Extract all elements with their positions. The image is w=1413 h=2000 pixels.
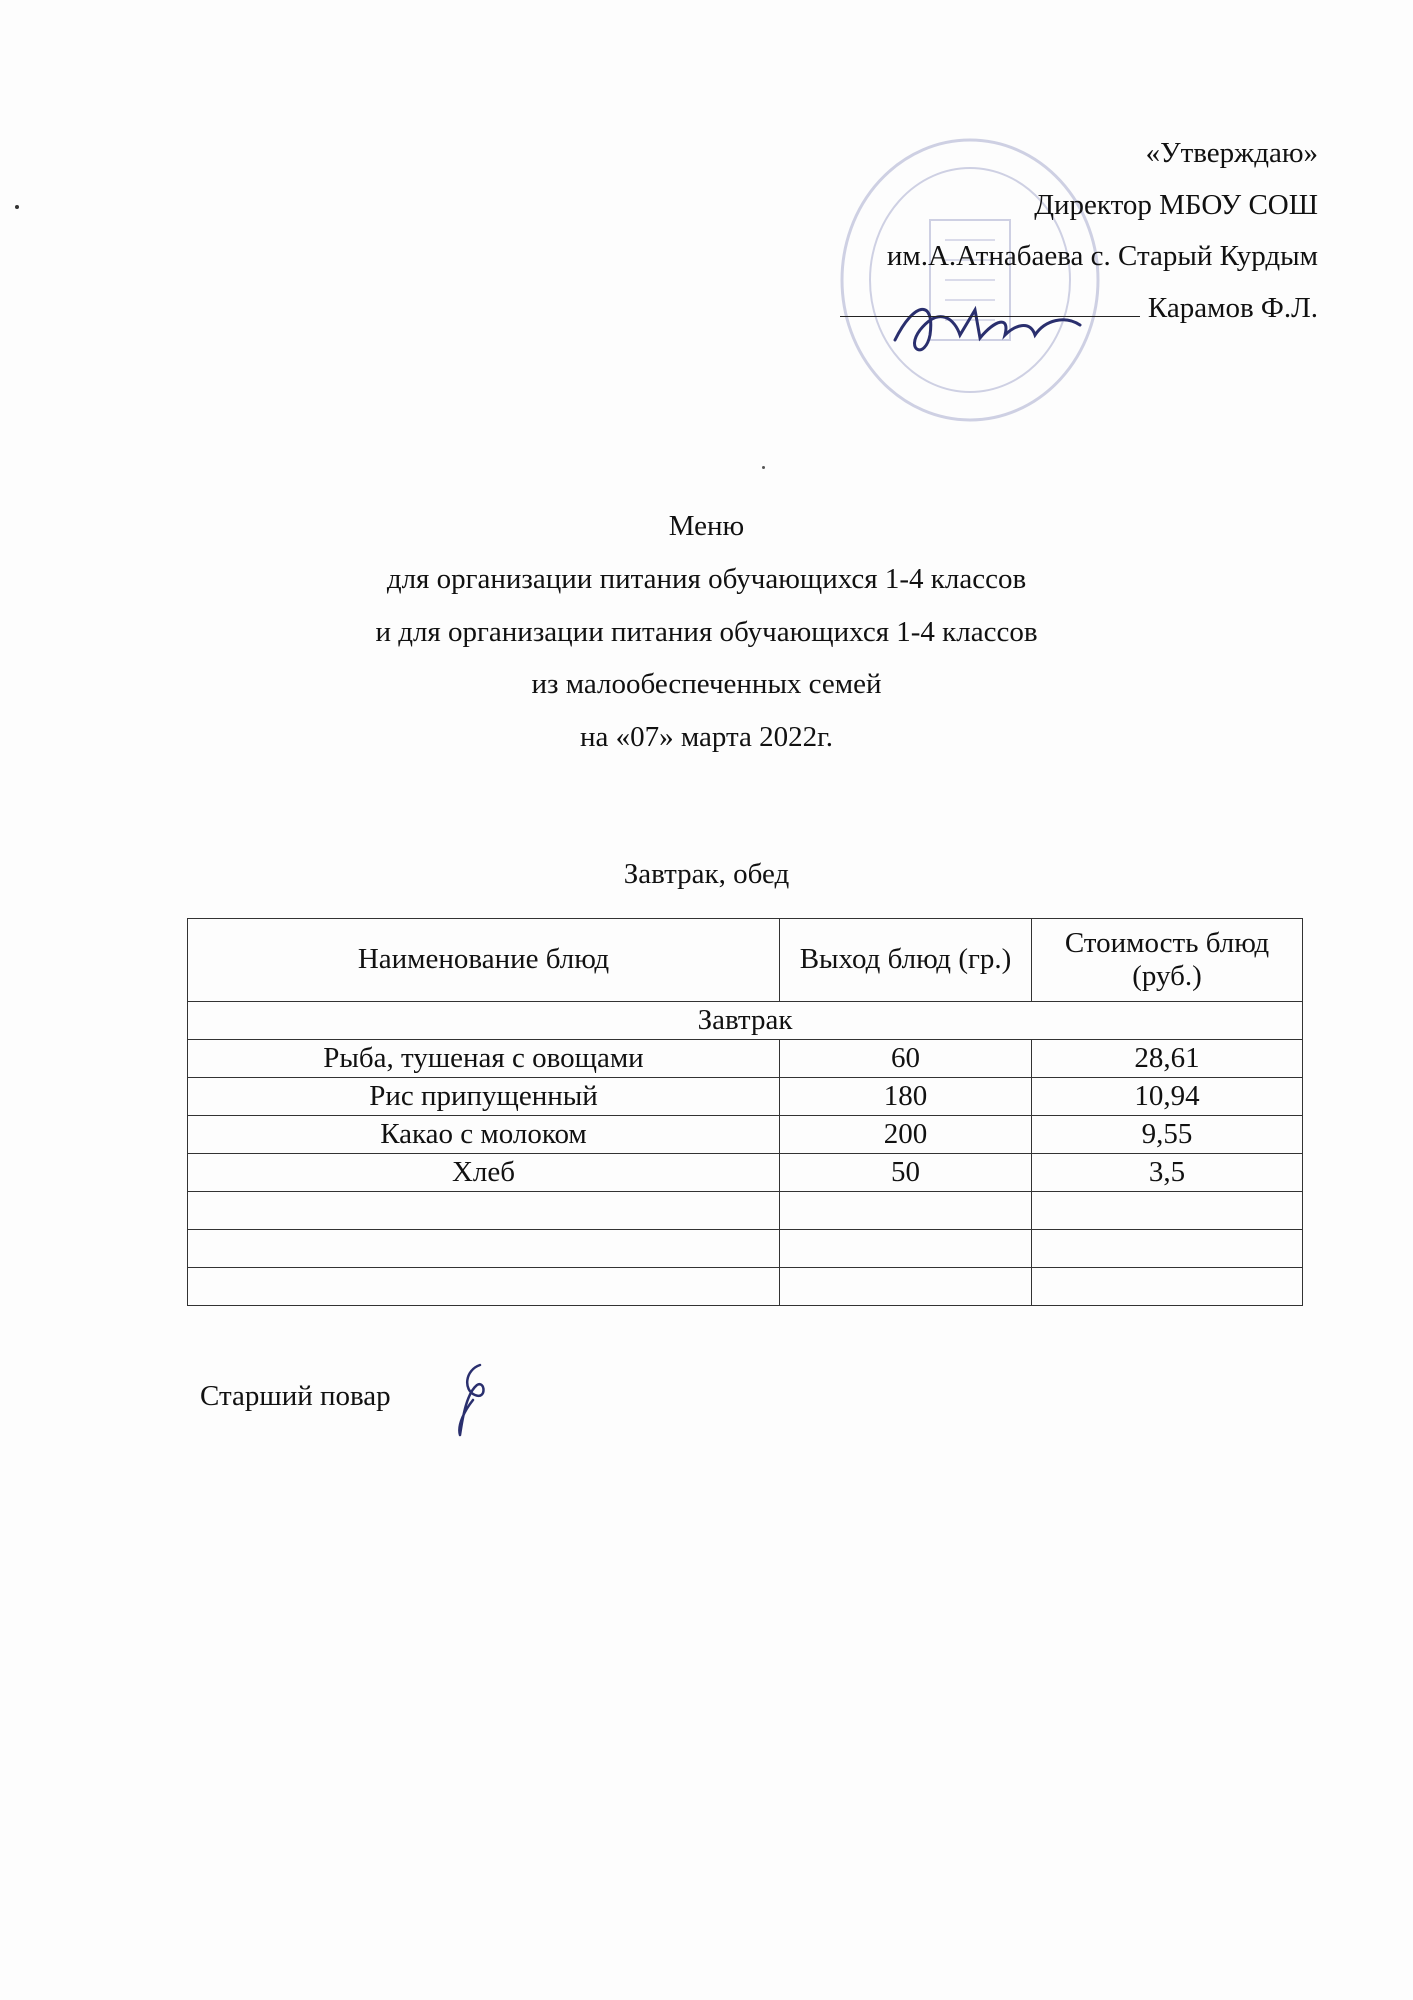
dish-cost-cell: 10,94 xyxy=(1032,1078,1303,1116)
signature-line xyxy=(840,292,1140,317)
dish-yield-cell xyxy=(780,1192,1032,1230)
dish-yield-cell xyxy=(780,1230,1032,1268)
approval-heading: «Утверждаю» xyxy=(1145,137,1318,169)
dish-name-cell xyxy=(188,1268,780,1306)
header-dish-cost: Стоимость блюд (руб.) xyxy=(1032,919,1303,1002)
menu-date: на «07» марта 2022г. xyxy=(579,721,834,754)
dish-cost-cell: 9,55 xyxy=(1032,1116,1303,1154)
table-row xyxy=(188,1116,1303,1154)
table-row-empty xyxy=(188,1192,1303,1230)
approval-block xyxy=(840,128,1318,334)
table-row-empty xyxy=(188,1268,1303,1306)
dish-yield-cell: 200 xyxy=(780,1116,1032,1154)
dish-name-cell: Какао с молоком xyxy=(188,1116,780,1154)
table-header-row xyxy=(188,919,1303,1002)
dish-cost-cell xyxy=(1032,1230,1303,1268)
table-row-empty xyxy=(188,1230,1303,1268)
approval-position: Директор МБОУ СОШ xyxy=(1034,188,1318,221)
dish-cost-cell xyxy=(1032,1192,1303,1230)
menu-table xyxy=(187,918,1303,1306)
dish-cost-cell: 28,61 xyxy=(1032,1040,1303,1078)
dish-yield-cell: 180 xyxy=(780,1078,1032,1116)
menu-subtitle-3: из малообеспеченных семей xyxy=(531,668,882,701)
dish-yield-cell: 50 xyxy=(780,1154,1032,1192)
menu-title: Меню xyxy=(668,510,745,542)
menu-title-block xyxy=(0,500,1413,764)
table-row xyxy=(188,1040,1303,1078)
dish-name-cell: Хлеб xyxy=(188,1154,780,1192)
scan-dot xyxy=(15,205,19,209)
menu-subtitle-1: для организации питания обучающихся 1-4 классов xyxy=(386,562,1027,595)
dish-name-cell xyxy=(188,1192,780,1230)
cook-signature-icon xyxy=(445,1355,505,1445)
scan-dot xyxy=(762,466,765,469)
table-row xyxy=(188,1078,1303,1116)
approval-school: им.А.Атнабаева с. Старый Курдым xyxy=(886,240,1318,273)
cook-label: Старший повар xyxy=(200,1380,391,1412)
dish-yield-cell: 60 xyxy=(780,1040,1032,1078)
table-row xyxy=(188,1154,1303,1192)
dish-name-cell xyxy=(188,1230,780,1268)
approval-signature-row xyxy=(840,283,1318,335)
dish-name-cell: Рыба, тушеная с овощами xyxy=(188,1040,780,1078)
dish-yield-cell xyxy=(780,1268,1032,1306)
dish-cost-cell xyxy=(1032,1268,1303,1306)
table-group-row xyxy=(188,1002,1303,1040)
menu-subtitle-2: и для организации питания обучающихся 1-4 классов xyxy=(375,615,1038,648)
header-dish-name: Наименование блюд xyxy=(188,919,780,1002)
dish-name-cell: Рис припущенный xyxy=(188,1078,780,1116)
group-label: Завтрак xyxy=(188,1002,1303,1040)
approval-director-name: Карамов Ф.Л. xyxy=(1147,291,1318,324)
meal-section-title: Завтрак, обед xyxy=(623,858,790,890)
header-dish-yield: Выход блюд (гр.) xyxy=(780,919,1032,1002)
dish-cost-cell: 3,5 xyxy=(1032,1154,1303,1192)
